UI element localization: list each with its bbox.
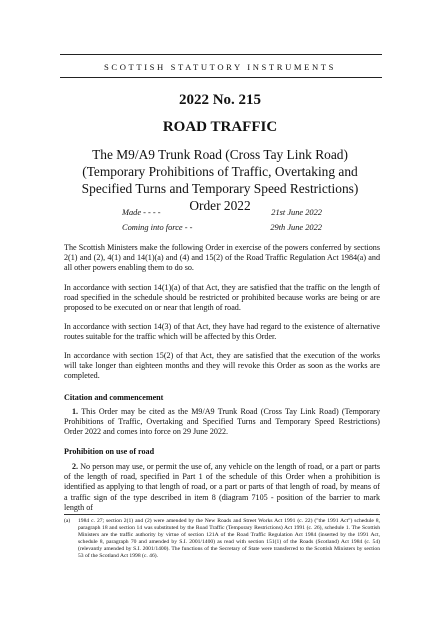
footnote-text: 1984 c. 27; section 2(1) and (2) were amended by the New Roads and Street Works Act 1991 (c. 22) ("the 1991 Act") schedule 8, paragraph 18 and section 14 was substituted by the Road Traffic (Temporary Restrictions) Act 1991 (c. 26), schedule 1. The Scottish Ministers are the traffic authority by virtue of section 121A of the Road Traffic Regulation Act 1984 (inserted by the 1991 Act, schedule 8, paragraph 70 and amended by S.I. 2001/1400) as read with section 151(1) of the Roads (Scotland) Act 1984 (c. 54) (relevantly amended by S.I. 2001/1400). The functions of the Secretary of State were transferred to the Scottish Ministers by section 53 of the Scotland Act 1998 (c. 46). [78,518,380,560]
article-paragraph [64,407,380,438]
coming-into-force-date: 29th June 2022 [270,223,322,232]
article-paragraph [64,462,380,513]
section-heading: Citation and commencement [64,393,164,402]
order-title: The M9/A9 Trunk Road (Cross Tay Link Road) (Temporary Prohibitions of Traffic, Overtaking and Specified Turns and Temporary Speed Restrictions) Order 2022 [81,147,359,213]
article-number: 1. [72,407,79,416]
footnote-rule [64,514,380,515]
preamble-paragraph: The Scottish Ministers make the following Order in exercise of the powers conferred by sections 2(1) and (2), 4(1) and 14(1)(a) and (4) and 15(2) of the Road Traffic Regulation Act 1984(a) and all other powers enabling them to do so. [64,243,380,273]
preamble-paragraph: In accordance with section 14(1)(a) of that Act, they are satisfied that the traffic on the length of road specified in the schedule should be restricted or prohibited because works are being or are proposed to be executed on or near that length of road. [64,283,380,313]
made-date: 21st June 2022 [271,208,322,217]
subject-heading: ROAD TRAFFIC [162,119,278,135]
header-bottom-rule [60,77,382,78]
preamble-paragraph: In accordance with section 15(2) of that Act, they are satisfied that the execution of the works will take longer than eighteen months and they will revoke this Order as soon as the works are completed. [64,351,380,381]
coming-into-force-label: Coming into force - - [122,223,193,232]
article-number: 2. [72,462,79,471]
preamble-paragraph: In accordance with section 14(3) of that Act, they have had regard to the existence of alternative routes suitable for the traffic which will be affected by this Order. [64,322,380,342]
header-top-rule [60,54,382,55]
instrument-series: SCOTTISH STATUTORY INSTRUMENTS [103,62,336,72]
footnote-mark: (a) [64,518,71,524]
article-text: No person may use, or permit the use of, any vehicle on the length of road, or a part or parts of the length of road, specified in Part 1 of the schedule of this Order when a prohibition is identified as applying to that length of road, or a part or parts of that length of road, by means of a traffic sign of the type described in item 8 (diagram 7105 - position of the barrier to mark length of [64,462,380,512]
instrument-number: 2022 No. 215 [178,92,262,108]
footnote [64,518,380,561]
section-heading: Prohibition on use of road [64,447,155,456]
made-label: Made - - - - [122,208,161,217]
article-text: This Order may be cited as the M9/A9 Trunk Road (Cross Tay Link Road) (Temporary Prohibitions of Traffic, Overtaking and Specified Turns and Temporary Speed Restrictions) Order 2022 and comes into force on 29 June 2022. [64,407,380,437]
